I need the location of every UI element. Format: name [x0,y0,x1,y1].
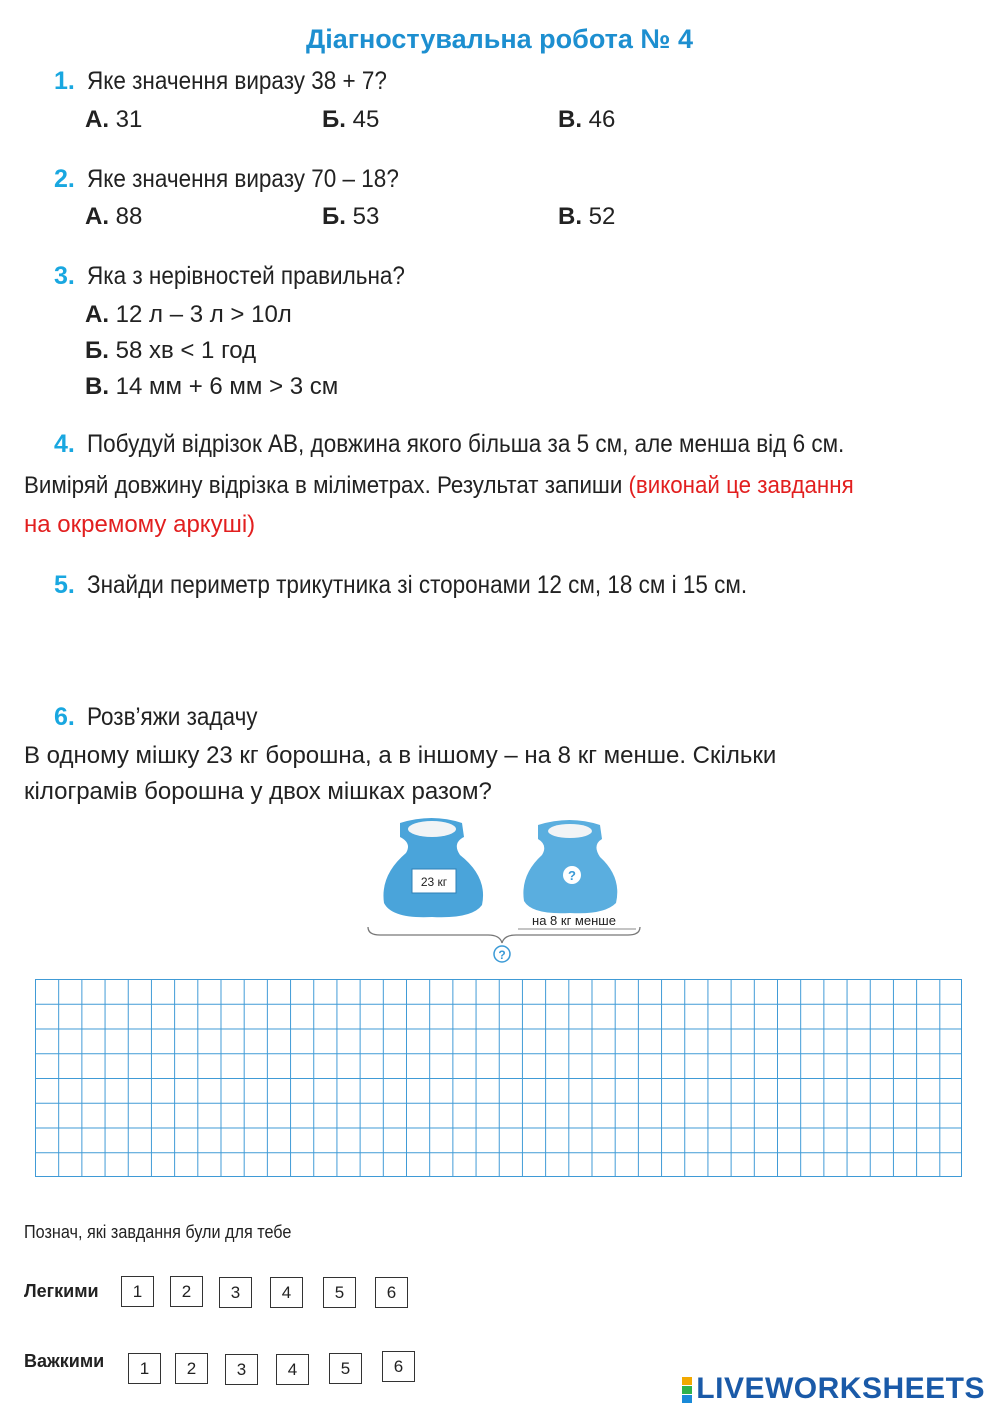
easy-box-1[interactable]: 1 [121,1276,154,1307]
hard-box-6[interactable]: 6 [382,1351,415,1382]
logo-icon [682,1377,692,1403]
q2-option-a[interactable]: А. 88 [85,203,143,230]
question-number: 5. [54,571,75,599]
problem-text-line2: кілограмів борошна у двох мішках разом? [24,778,492,805]
q1-option-c[interactable]: В. 46 [558,106,616,133]
question-text: Побудуй відрізок АВ, довжина якого більша за 5 см, але менша від 6 см. [86,430,845,458]
hard-label: Важкими [24,1351,105,1371]
bag-2-caption: на 8 кг менше [532,913,616,928]
question-text: Яка з нерівностей правильна? [86,262,405,290]
instruction-note: (виконай це завдання [628,472,854,499]
question-1 [54,67,420,96]
question-6 [54,703,276,732]
easy-box-3[interactable]: 3 [219,1277,252,1308]
question-text: Яке значення виразу 70 – 18? [86,165,399,193]
liveworksheets-logo: LIVEWORKSHEETS [682,1372,985,1406]
bag-2 [523,820,617,913]
question-number: 2. [54,165,75,193]
question-number: 3. [54,262,75,290]
flour-bags-illustration [360,815,650,965]
easy-box-5[interactable]: 5 [323,1277,356,1308]
problem-text-line1: В одному мішку 23 кг борошна, а в іншому – на 8 кг менше. Скільки [24,742,777,769]
question-number: 4. [54,430,75,458]
bag-2-label: ? [568,868,576,883]
question-number: 6. [54,703,75,731]
answer-grid[interactable] [35,979,962,1177]
rating-prompt: Познач, які завдання були для тебе [24,1222,292,1242]
question-text: Розв’яжи задачу [86,703,258,731]
q3-option-b[interactable]: Б. 58 хв < 1 год [85,337,257,364]
easy-label: Легкими [24,1281,99,1301]
q3-option-a[interactable]: А. 12 л – 3 л > 10л [85,301,292,328]
question-text: Знайди периметр трикутника зі сторонами 12 см, 18 см і 15 см. [86,571,748,599]
bag-1-label: 23 кг [420,875,448,889]
q2-option-b[interactable]: Б. 53 [322,203,380,230]
page-title: Діагностувальна робота № 4 [305,24,694,54]
hard-box-1[interactable]: 1 [128,1353,161,1384]
q2-option-c[interactable]: В. 52 [558,203,616,230]
question-2 [54,165,433,194]
easy-box-2[interactable]: 2 [170,1276,203,1307]
easy-box-6[interactable]: 6 [375,1277,408,1308]
hard-box-2[interactable]: 2 [175,1353,208,1384]
bag-1 [383,818,483,917]
hard-box-5[interactable]: 5 [329,1353,362,1384]
hard-box-4[interactable]: 4 [276,1354,309,1385]
question-4-line2: Виміряй довжину відрізка в міліметрах. Результат запиши (виконай це завдання [24,472,854,499]
question-3 [54,262,440,291]
q3-option-c[interactable]: В. 14 мм + 6 мм > 3 см [85,373,339,400]
question-number: 1. [54,67,75,95]
q1-option-b[interactable]: Б. 45 [322,106,380,133]
total-question-mark: ? [498,948,506,962]
q1-option-a[interactable]: А. 31 [85,106,143,133]
question-4 [54,430,928,459]
question-text: Яке значення виразу 38 + 7? [86,67,387,95]
hard-box-3[interactable]: 3 [225,1354,258,1385]
easy-box-4[interactable]: 4 [270,1277,303,1308]
instruction-note-line2: на окремому аркуші) [24,511,256,538]
question-5 [54,571,820,600]
